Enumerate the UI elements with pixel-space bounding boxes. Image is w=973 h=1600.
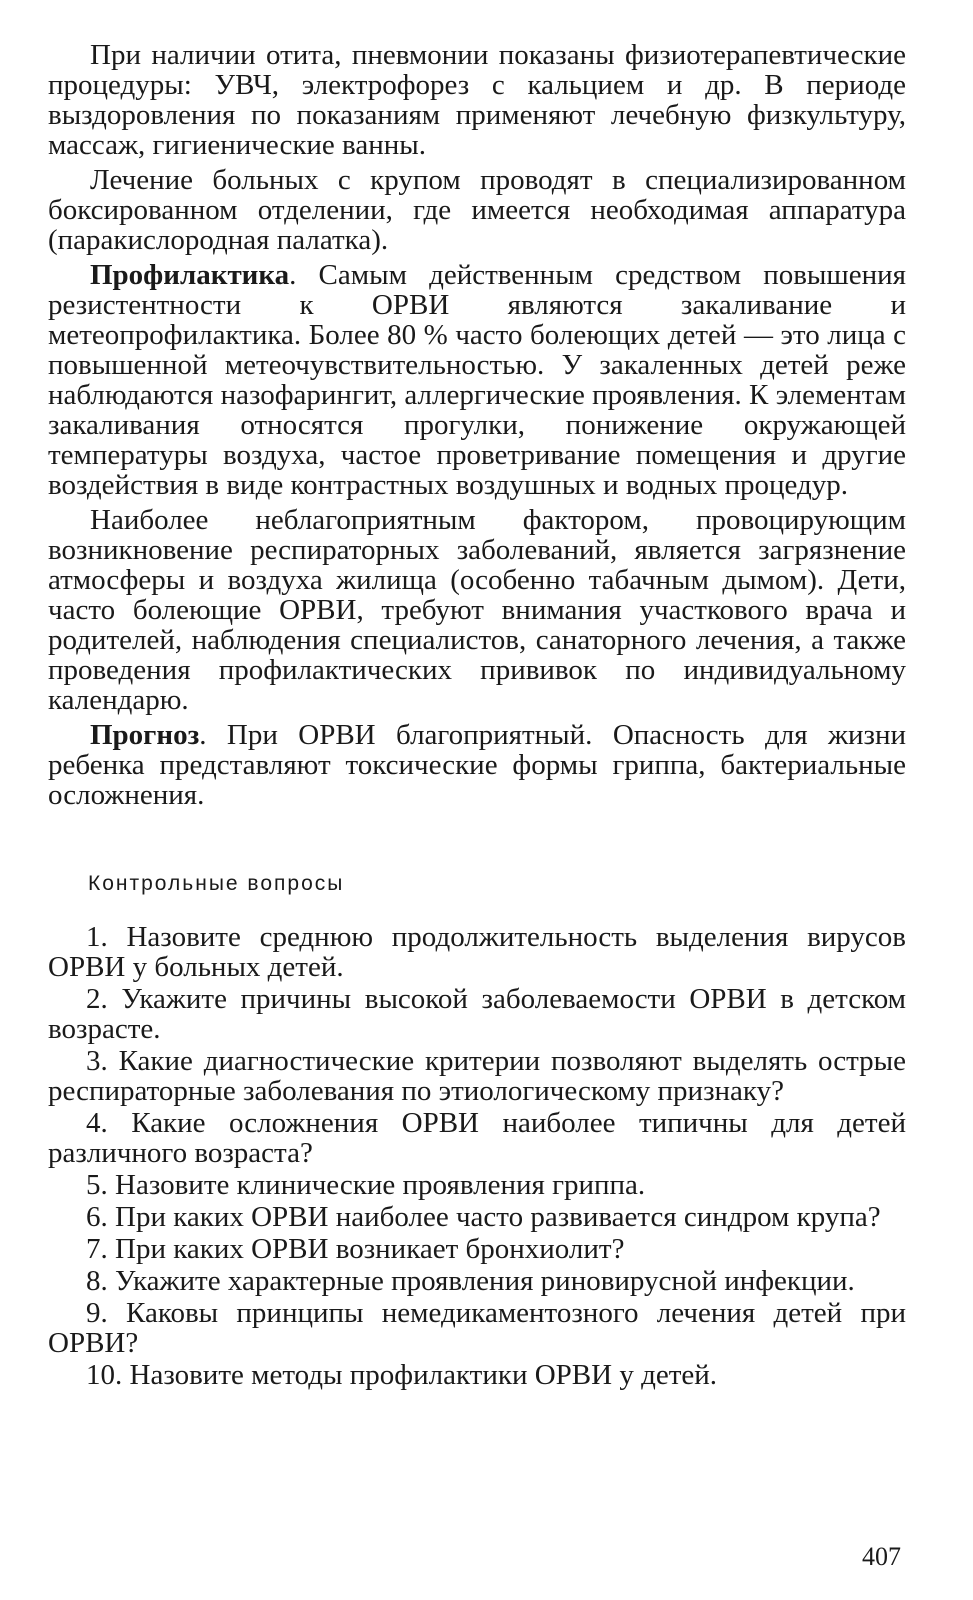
paragraph-text: При наличии отита, пневмонии показаны физиотерапевтические процедуры: УВЧ, электрофорез с кальцием и др. В периоде выздоровления по показаниям применяют лечебную физкультуру, массаж, гигиенические ванны. bbox=[48, 39, 906, 161]
paragraph-lead: Прогноз bbox=[90, 719, 200, 751]
paragraph-risk-factors bbox=[48, 505, 906, 715]
paragraph-text: Наиболее неблагоприятным фактором, провоцирующим возникновение респираторных заболеваний, является загрязнение атмосферы и воздуха жилища (особенно табачным дымом). Дети, часто болеющие ОРВИ, требуют внимания участкового врача и родителей, наблюдения специалистов, санаторного лечения, а также проведения профилактических прививок по индивидуальному календарю. bbox=[48, 504, 906, 716]
list-item: 4. Какие осложнения ОРВИ наиболее типичны для детей различного возраста? bbox=[48, 1107, 906, 1169]
list-item: 8. Укажите характерные проявления риновирусной инфекции. bbox=[86, 1265, 855, 1297]
list-item: 9. Каковы принципы немедикаментозного лечения детей при ОРВИ? bbox=[48, 1297, 906, 1359]
list-item: 2. Укажите причины высокой заболеваемости ОРВИ в детском возрасте. bbox=[48, 983, 906, 1045]
list-item: 3. Какие диагностические критерии позволяют выделять острые респираторные заболевания по этиологическому признаку? bbox=[48, 1045, 906, 1107]
paragraph-text: . Самым действенным средством повышения резистентности к ОРВИ являются закаливание и метеопрофилактика. Более 80 % часто болеющих детей — это лица с повышенной метеочувствительностью. У закаленных детей реже наблюдаются назофарингит, аллергические проявления. К элементам закаливания относятся прогулки, понижение окружающей температуры воздуха, частое проветривание помещения и другие воздействия в виде контрастных воздушных и водных процедур. bbox=[48, 259, 906, 501]
question-list bbox=[48, 922, 906, 1392]
paragraph-prognosis bbox=[48, 720, 906, 810]
list-item: 1. Назовите среднюю продолжительность выделения вирусов ОРВИ у больных детей. bbox=[48, 921, 906, 983]
page-number: 407 bbox=[862, 1542, 901, 1571]
paragraph-lead: Профилактика bbox=[90, 259, 290, 291]
section-title: Контрольные вопросы bbox=[88, 872, 345, 895]
list-item: 5. Назовите клинические проявления гриппа. bbox=[86, 1169, 646, 1201]
body-text bbox=[48, 40, 906, 815]
paragraph-text: Лечение больных с крупом проводят в специализированном боксированном отделении, где имеется необходимая аппаратура (паракислородная палатка). bbox=[48, 164, 906, 256]
paragraph-croup-treatment bbox=[48, 165, 906, 255]
paragraph-prophylaxis bbox=[48, 260, 906, 500]
list-item: 10. Назовите методы профилактики ОРВИ у детей. bbox=[86, 1359, 718, 1391]
list-item: 6. При каких ОРВИ наиболее часто развивается синдром крупа? bbox=[86, 1201, 881, 1233]
paragraph-text: . При ОРВИ благоприятный. Опасность для жизни ребенка представляют токсические формы гриппа, бактериальные осложнения. bbox=[48, 719, 906, 811]
paragraph-physiotherapy bbox=[48, 40, 906, 160]
list-item: 7. При каких ОРВИ возникает бронхиолит? bbox=[86, 1233, 625, 1265]
